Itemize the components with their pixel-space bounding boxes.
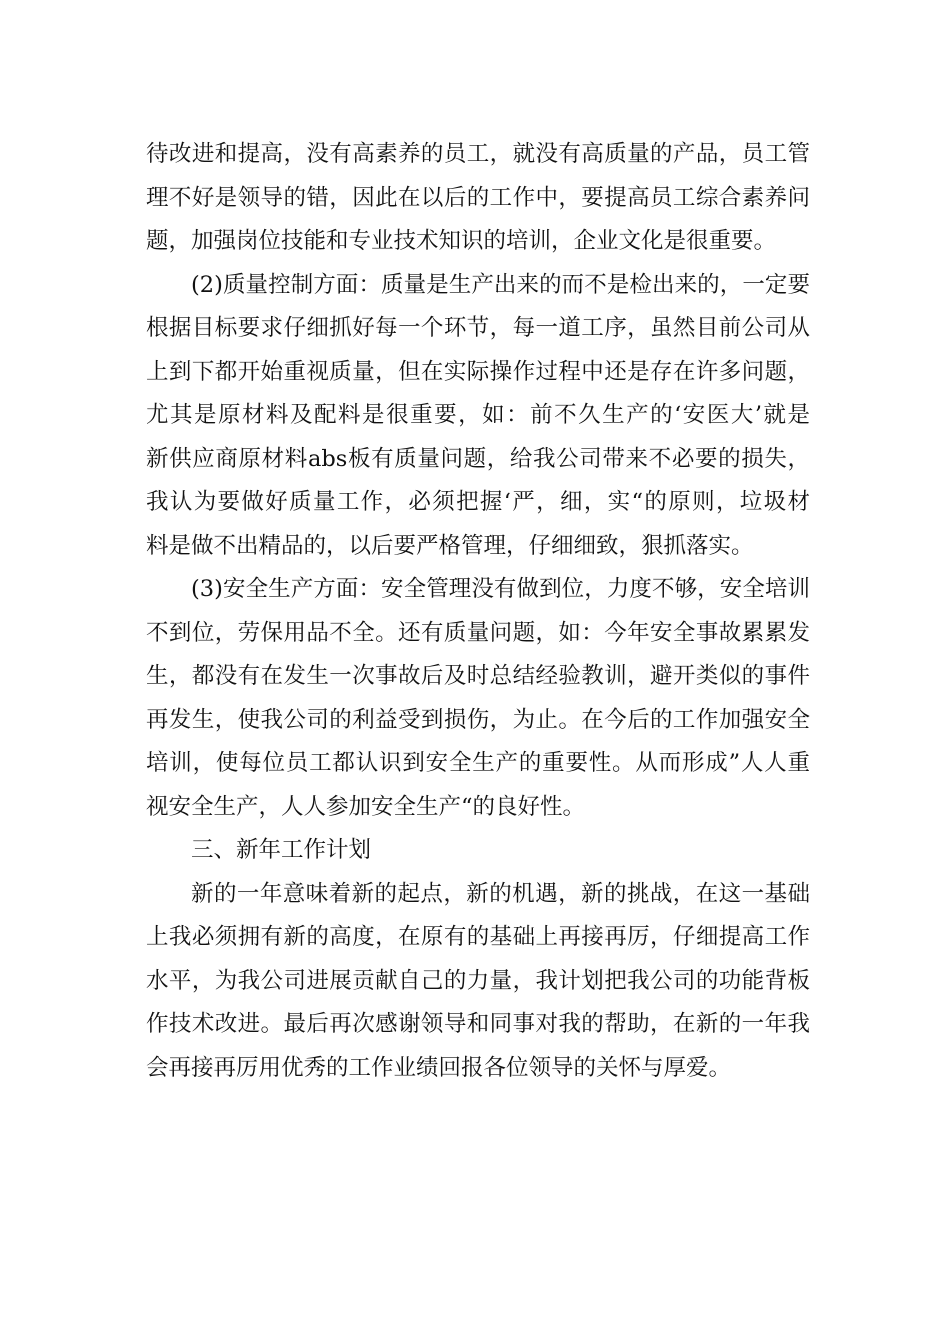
text-line: 根据目标要求仔细抓好每一个环节，每一道工序，虽然目前公司从 bbox=[146, 315, 810, 341]
heading-text: 三、新年工作计划 bbox=[191, 837, 372, 863]
text-line: 新的一年意味着新的起点，新的机遇，新的挑战，在这一基础 bbox=[191, 880, 810, 907]
text-line: (3)安全生产方面：安全管理没有做到位，力度不够，安全培训 bbox=[191, 576, 810, 602]
text-line: 会再接再厉用优秀的工作业绩回报各位领导的关怀与厚爱。 bbox=[146, 1054, 732, 1081]
paragraph-safety-production bbox=[146, 568, 810, 829]
text-line: 料是做不出精品的，以后要严格管理，仔细细致，狠抓落实。 bbox=[146, 532, 754, 559]
section-heading-new-year-plan bbox=[146, 829, 810, 873]
paragraph-continuation bbox=[146, 133, 810, 264]
text-line: 上到下都开始重视质量，但在实际操作过程中还是存在许多问题， bbox=[146, 358, 810, 385]
text-line: 再发生，使我公司的利益受到损伤，为止。在今后的工作加强安全 bbox=[146, 706, 810, 733]
text-line: 生，都没有在发生一次事故后及时总结经验教训，避开类似的事件 bbox=[146, 663, 810, 689]
text-line: 理不好是领导的错，因此在以后的工作中，要提高员工综合素养问 bbox=[146, 184, 810, 211]
paragraph-new-year-plan bbox=[146, 873, 810, 1091]
text-line: 水平，为我公司进展贡献自己的力量，我计划把我公司的功能背板 bbox=[146, 967, 810, 994]
paragraph-quality-control bbox=[146, 264, 810, 569]
document-body bbox=[146, 133, 810, 1090]
text-line: 我认为要做好质量工作，必须把握‘严，细，实“的原则，垃圾材 bbox=[146, 489, 810, 515]
text-line: 题，加强岗位技能和专业技术知识的培训，企业文化是很重要。 bbox=[146, 228, 777, 254]
text-line: 上我必须拥有新的高度，在原有的基础上再接再厉，仔细提高工作 bbox=[146, 924, 810, 950]
text-line: 新供应商原材料abs板有质量问题，给我公司带来不必要的损失， bbox=[146, 445, 810, 472]
text-line: 尤其是原材料及配料是很重要，如：前不久生产的‘安医大’就是 bbox=[146, 402, 810, 428]
text-line: 不到位，劳保用品不全。还有质量问题，如：今年安全事故累累发 bbox=[146, 619, 810, 646]
text-line: 培训，使每位员工都认识到安全生产的重要性。从而形成”人人重 bbox=[146, 750, 810, 776]
text-line: 待改进和提高，没有高素养的员工，就没有高质量的产品，员工管 bbox=[146, 141, 810, 167]
text-line: 作技术改进。最后再次感谢领导和同事对我的帮助，在新的一年我 bbox=[146, 1011, 810, 1037]
text-line: 视安全生产，人人参加安全生产“的良好性。 bbox=[146, 793, 586, 820]
text-line: (2)质量控制方面：质量是生产出来的而不是检出来的，一定要 bbox=[191, 271, 810, 298]
